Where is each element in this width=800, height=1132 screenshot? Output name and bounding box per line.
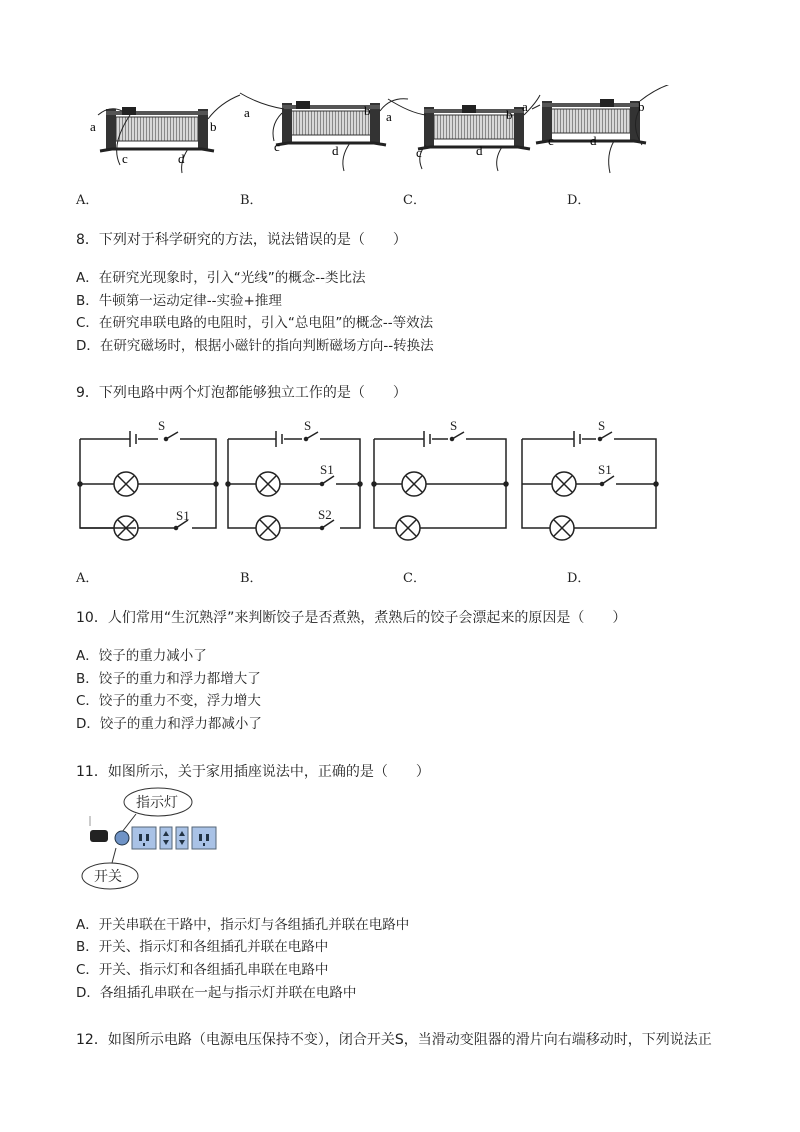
switch-label: S1: [598, 462, 612, 477]
terminal-label: d: [332, 143, 339, 158]
terminal-label: c: [548, 133, 554, 148]
option-label-b: B．: [240, 193, 263, 208]
option-label-c: C．: [403, 193, 426, 208]
q11-option-c: C．开关、指示灯和各组插孔串联在电路中: [76, 962, 329, 978]
q10-option-c: C．饺子的重力不变，浮力增大: [76, 693, 261, 709]
q9-option-label-c: C．: [403, 571, 426, 586]
q11-option-a: A．开关串联在干路中，指示灯与各组插孔并联在电路中: [76, 917, 410, 933]
circuit-d: [522, 431, 658, 540]
rheostat-c: [388, 95, 540, 171]
switch-label: S: [450, 418, 458, 433]
question-11-stem: 11．如图所示，关于家用插座说法中，正确的是（ ）: [76, 764, 430, 780]
terminal-label: b: [364, 103, 371, 118]
q10-option-d: D．饺子的重力和浮力都减小了: [76, 716, 262, 732]
rheostat-a: [98, 95, 240, 173]
q10-option-a: A．饺子的重力减小了: [76, 648, 207, 664]
switch-label: S: [598, 418, 606, 433]
switch-label: S1: [320, 462, 334, 477]
power-strip-figure: [76, 786, 236, 896]
circuit-b: [226, 431, 362, 540]
terminal-label: d: [590, 133, 597, 148]
question-8-stem: 8．下列对于科学研究的方法，说法错误的是（ ）: [76, 232, 407, 248]
option-label-d: D．: [567, 193, 591, 208]
callout-switch-label: 开关: [94, 870, 122, 885]
q8-option-d: D．在研究磁场时，根据小磁针的指向判断磁场方向--转换法: [76, 338, 434, 354]
terminal-label: c: [416, 145, 422, 160]
circuit-c: [372, 431, 508, 540]
rheostat-d: [532, 85, 682, 173]
circuit-a: [78, 431, 218, 540]
switch-label: S: [158, 418, 166, 433]
q10-option-b: B．饺子的重力和浮力都增大了: [76, 671, 261, 687]
switch-label: S2: [318, 507, 332, 522]
terminal-label: b: [506, 107, 513, 122]
terminal-label: a: [90, 119, 96, 134]
q11-option-b: B．开关、指示灯和各组插孔并联在电路中: [76, 939, 329, 955]
q9-option-label-b: B．: [240, 571, 263, 586]
terminal-label: c: [274, 139, 280, 154]
q11-option-d: D．各组插孔串联在一起与指示灯并联在电路中: [76, 985, 357, 1001]
question-9-stem: 9．下列电路中两个灯泡都能够独立工作的是（ ）: [76, 385, 407, 401]
rheostat-images: [70, 85, 730, 175]
terminal-label: a: [522, 99, 528, 114]
question-10-stem: 10．人们常用“生沉熟浮”来判断饺子是否煮熟，煮熟后的饺子会漂起来的原因是（ ）: [76, 610, 627, 626]
rheostat-b: [240, 93, 408, 171]
terminal-label: d: [476, 143, 483, 158]
terminal-label: b: [638, 99, 645, 114]
terminal-label: d: [178, 151, 185, 166]
q9-circuit-diagrams: [70, 418, 670, 548]
switch-label: S: [304, 418, 312, 433]
q8-option-a: A．在研究光现象时，引入“光线”的概念--类比法: [76, 270, 366, 286]
terminal-label: a: [244, 105, 250, 120]
option-label-a: A．: [76, 193, 99, 208]
terminal-label: a: [386, 109, 392, 124]
q9-option-label-a: A．: [76, 571, 99, 586]
q8-option-b: B．牛顿第一运动定律--实验+推理: [76, 293, 282, 309]
callout-indicator-label: 指示灯: [136, 796, 178, 811]
q8-option-c: C．在研究串联电路的电阻时，引入“总电阻”的概念--等效法: [76, 315, 434, 331]
q9-option-label-d: D．: [567, 571, 591, 586]
question-12-stem: 12．如图所示电路（电源电压保持不变），闭合开关S，当滑动变阻器的滑片向右端移动时，下列说法正: [76, 1032, 712, 1048]
switch-label: S1: [176, 508, 190, 523]
terminal-label: c: [122, 151, 128, 166]
terminal-label: b: [210, 119, 217, 134]
